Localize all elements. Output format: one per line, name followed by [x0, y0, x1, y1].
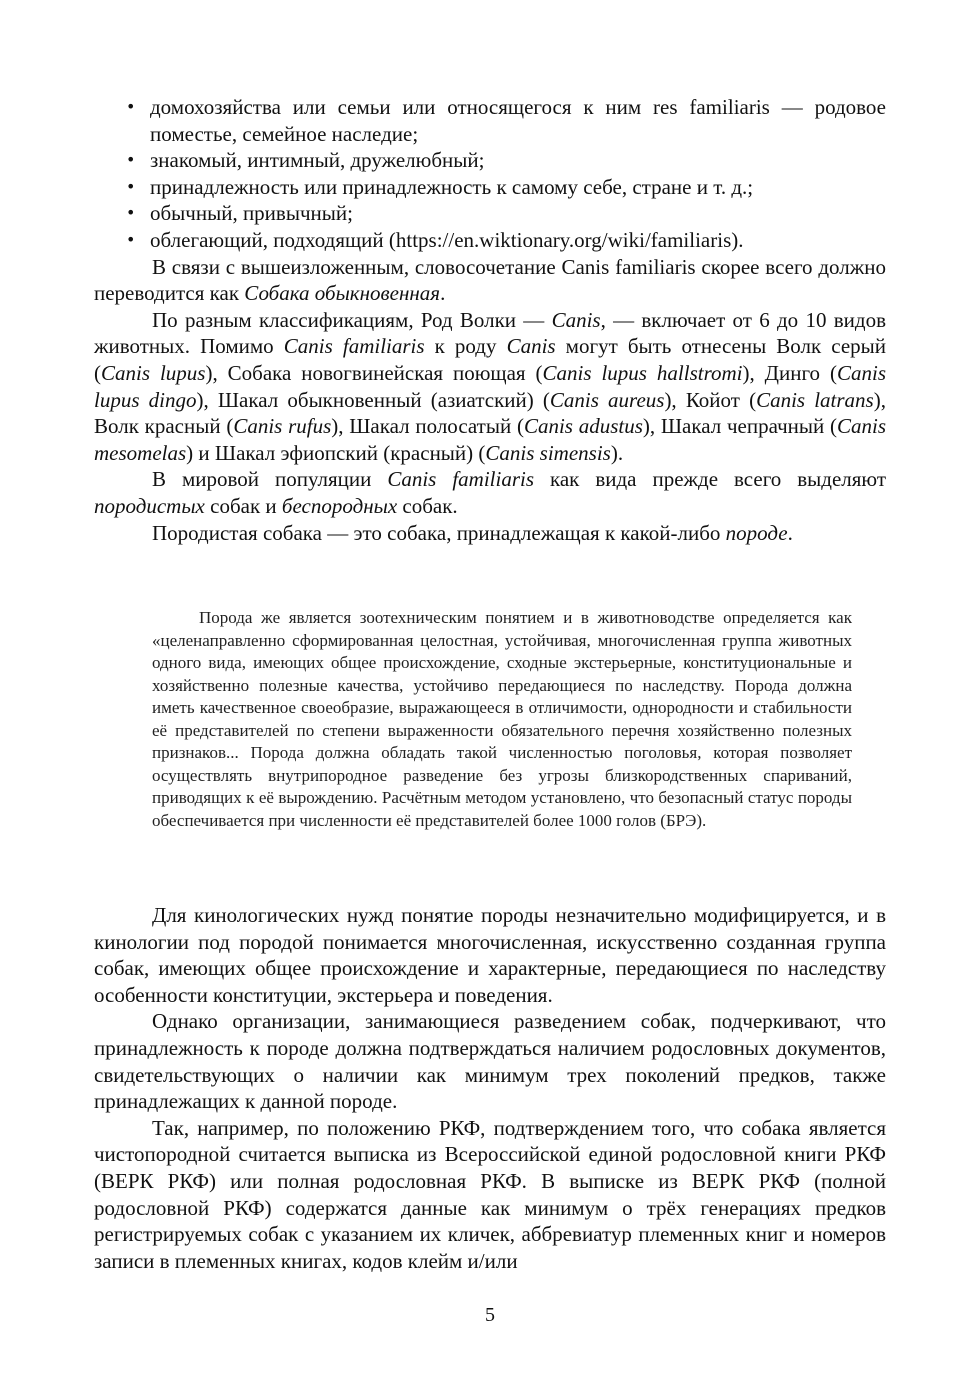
list-item: • принадлежность или принадлежность к самому себе, стране и т. д.;	[94, 174, 886, 201]
list-item: • обычный, привычный;	[94, 200, 886, 227]
list-item: • домохозяйства или семьи или относящегося к ним res familiaris ― родовое поместье, семейное наследие;	[94, 94, 886, 147]
upper-text-block	[94, 94, 886, 546]
paragraph-rkf: Так, например, по положению РКФ, подтверждением того, что собака является чистопородной считается выписка из Всероссийской единой родословной книги РКФ (ВЕРК РКФ) или полная родословная РКФ. В выписке из ВЕРК РКФ (полной родословной РКФ) содержатся данные как минимум о трёх генерациях предков регистрируемых собак с указанием их кличек, аббревиатур племенных книг и номеров записи в племенных книгах, кодов клейм и/или	[94, 1115, 886, 1273]
meaning-list	[94, 94, 886, 254]
list-item: • облегающий, подходящий (https://en.wiktionary.org/wiki/familiaris).	[94, 227, 886, 254]
paragraph-translation: В связи с вышеизложенным, словосочетание Canis familiaris скорее всего должно переводится как Собака обыкновенная.	[94, 254, 886, 306]
lower-text-block	[94, 902, 886, 1274]
paragraph-definition: Породистая собака — это собака, принадлежащая к какой-либо породе.	[152, 520, 793, 545]
paragraph-organizations: Однако организации, занимающиеся разведением собак, подчеркивают, что принадлежность к породе должна подтверждаться наличием родословных документов, свидетельствующих о наличии как минимум трех поколений предков, также принадлежащих к данной породе.	[94, 1009, 886, 1114]
quote-text: Порода же является зоотехническим понятием и в животноводстве определяется как «целенаправленно сформированная целостная, устойчивая, многочисленная группа животных одного вида, имеющих общее происхождение, сходные экстерьерные, конституциональные и хозяйственно полезные качества, устойчиво передающиеся по наследству. Порода должна иметь качественное своеобразие, выражающееся в отличимости, однородности и стабильности её представителей по степени выраженности обязательного перечня хозяйственно полезных признаков... Порода должна обладать такой численностью поголовья, которая позволяет осуществлять внутрипородное разведение без угрозы близкородственных спариваний, приводящих к её вырождению. Расчётным методом установлено, что безопасный статус породы обеспечивается при численности её представителей более 1000 голов (БРЭ).	[152, 608, 852, 830]
quote-block	[152, 607, 852, 832]
page-number: 5	[485, 1304, 495, 1326]
paragraph-classification: По разным классификациям, Род Волки — Canis, — включает от 6 до 10 видов животных. Помимо Canis familiaris к роду Canis могут быть отнесены Волк серый (Canis lupus), Собака новогвинейская поющая (Canis lupus hallstromi), Динго (Canis lupus dingo), Шакал обыкновенный (азиатский) (Canis aureus), Койот (Canis latrans), Волк красный (Canis rufus), Шакал полосатый (Canis adustus), Шакал чепрачный (Canis mesomelas) и Шакал эфиопский (красный) (Canis simensis).	[94, 307, 886, 465]
paragraph-cynology: Для кинологических нужд понятие породы незначительно модифицируется, и в кинологии под породой понимается многочисленная, искусственно созданная группа собак, имеющих общее происхождение и характерные, передающиеся по наследству особенности конституции, экстерьера и поведения.	[94, 903, 886, 1007]
list-item: • знакомый, интимный, дружелюбный;	[94, 147, 886, 174]
paragraph-population: В мировой популяции Canis familiaris как вида прежде всего выделяют породистых собак и беспородных собак.	[94, 467, 887, 518]
